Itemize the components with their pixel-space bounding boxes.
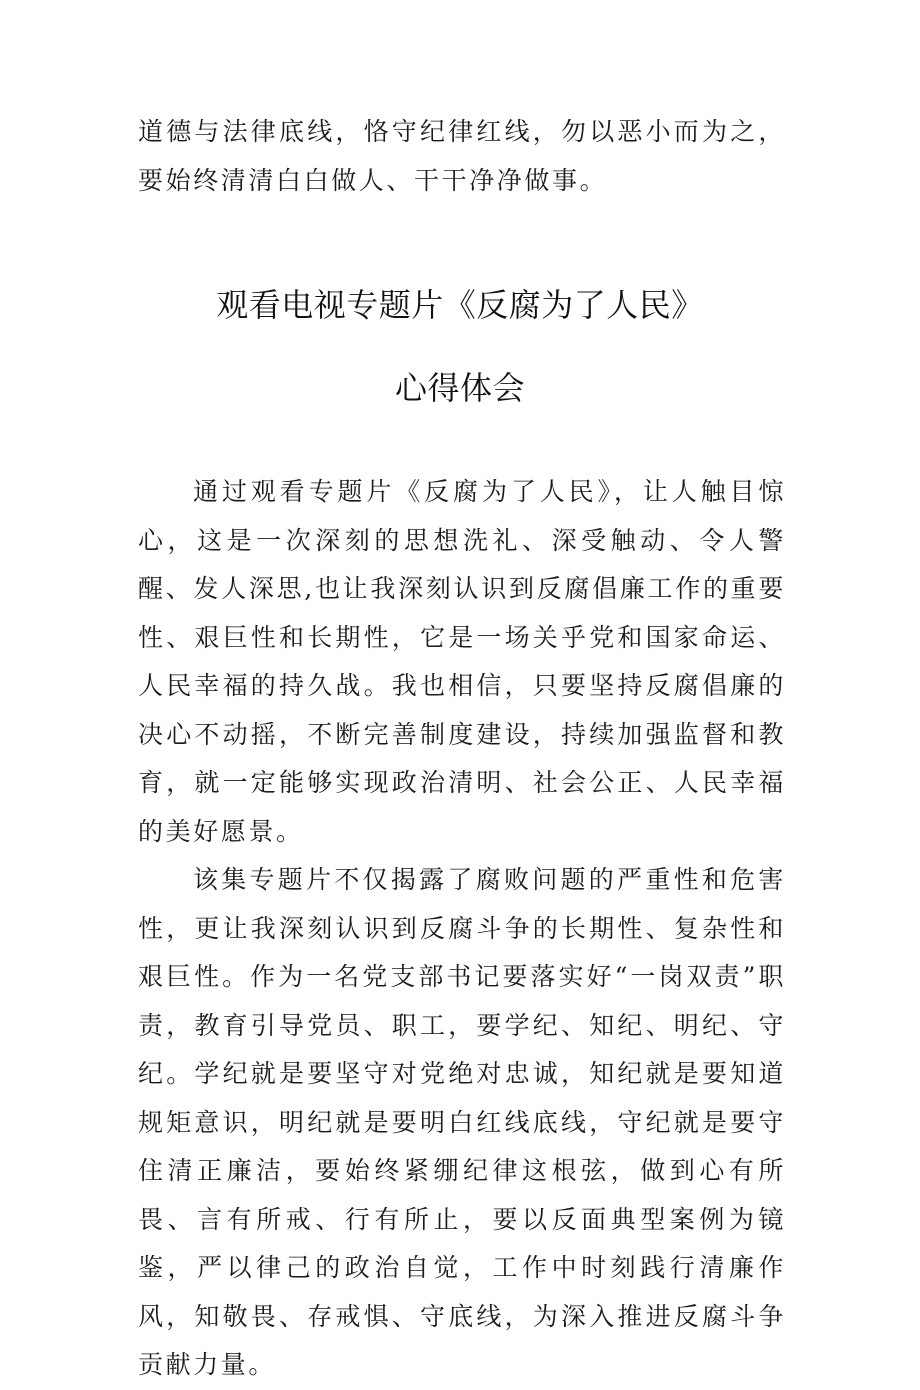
- body-paragraph-2: 该集专题片不仅揭露了腐败问题的严重性和危害性，更让我深刻认识到反腐斗争的长期性、复杂性和艰巨性。作为一名党支部书记要落实好“一岗双责”职责，教育引导党员、职工，要学纪、知纪、明纪、守纪。学纪就是要坚守对党绝对忠诚，知纪就是要知道规矩意识，明纪就是要明白红线底线，守纪就是要守住清正廉洁，要始终紧绷纪律这根弦，做到心有所畏、言有所戒、行有所止，要以反面典型案例为镜鉴，严以律己的政治自觉，工作中时刻践行清廉作风，知敬畏、存戒惧、守底线，为深入推进反腐斗争贡献力量。: [138, 865, 786, 1379]
- document-body: [138, 468, 786, 1390]
- document-title-line-2: 心得体会: [394, 369, 525, 407]
- intro-paragraph-text: 道德与法律底线，恪守纪律红线，勿以恶小而为之，要始终清清白白做人、干干净净做事。: [138, 117, 786, 195]
- continued-paragraph: [138, 108, 786, 205]
- document-title-line-1: 观看电视专题片《反腐为了人民》: [216, 286, 704, 324]
- body-paragraph-1: 通过观看专题片《反腐为了人民》，让人触目惊心，这是一次深刻的思想洗礼、深受触动、令人警醒、发人深思,也让我深刻认识到反腐倡廉工作的重要性、艰巨性和长期性，它是一场关乎党和国家命运、人民幸福的持久战。我也相信，只要坚持反腐倡廉的决心不动摇，不断完善制度建设，持续加强监督和教育，就一定能够实现政治清明、社会公正、人民幸福的美好愿景。: [138, 477, 786, 846]
